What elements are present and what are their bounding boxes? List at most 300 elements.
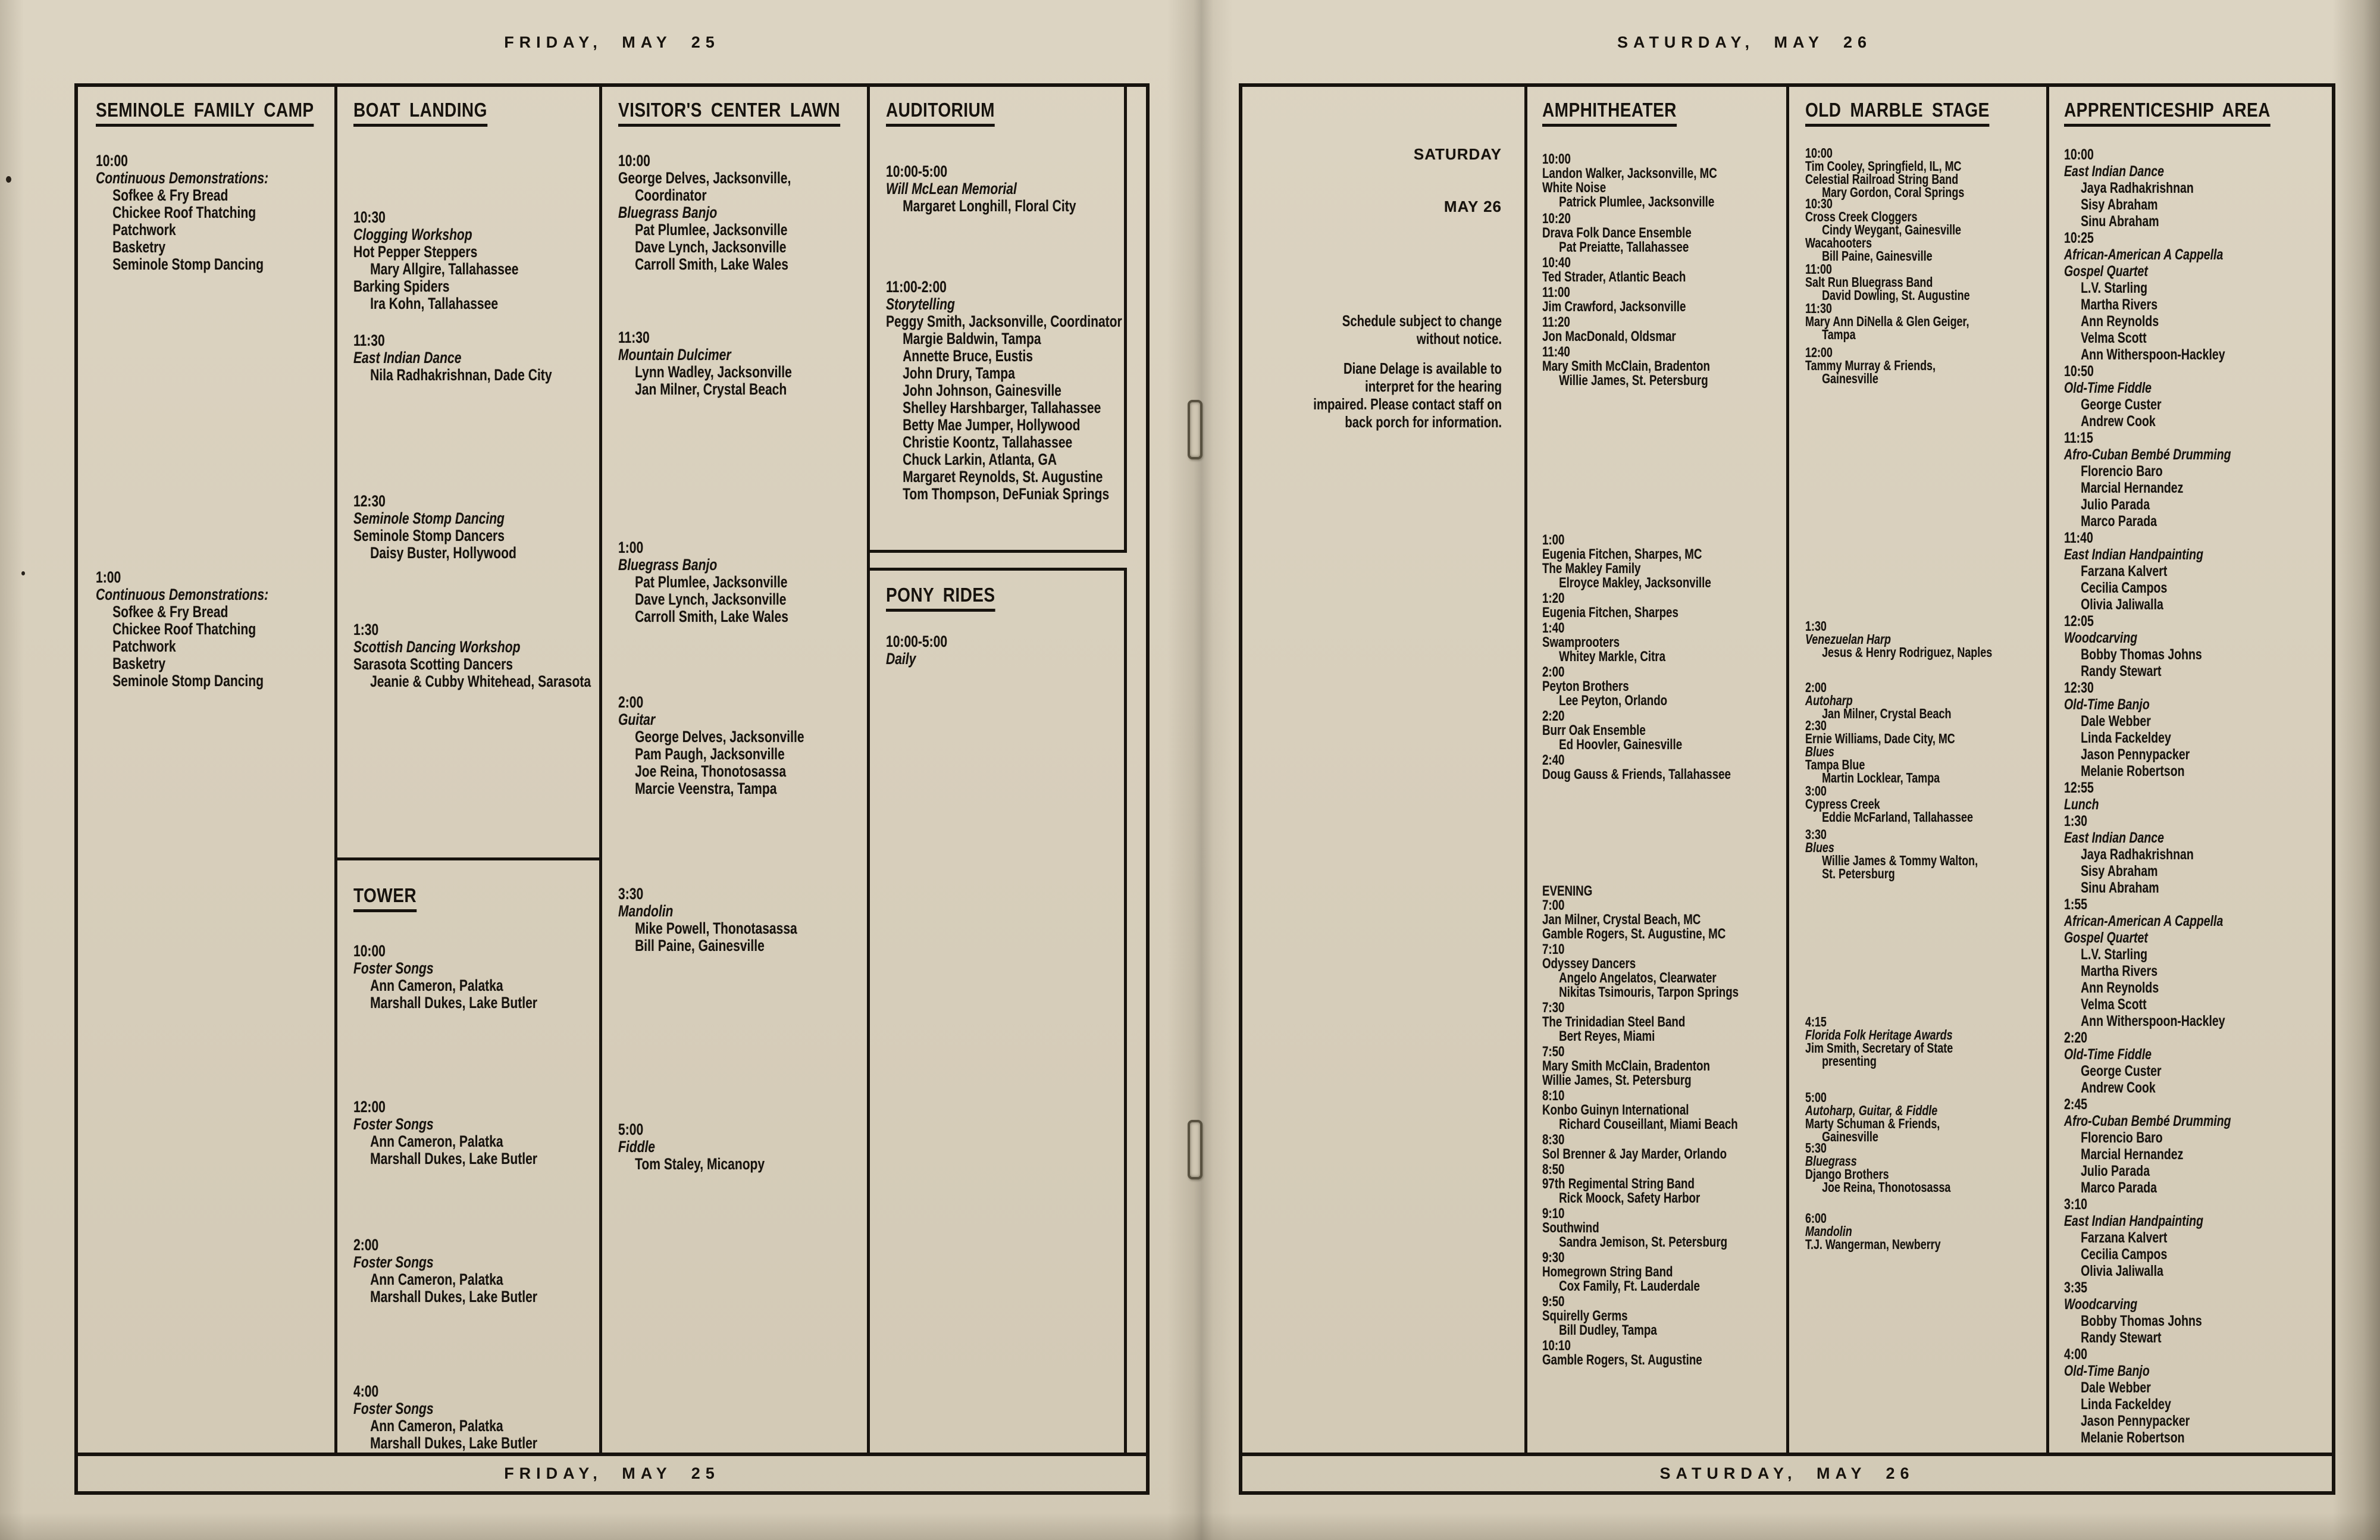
event-title: Florida Folk Heritage Awards [1805, 1027, 1953, 1043]
performer-line: Daisy Buster, Hollywood [370, 544, 516, 562]
performer-line: Lynn Wadley, Jacksonville [635, 363, 792, 381]
schedule-block [1542, 1133, 1787, 1162]
performer-line: Dave Lynch, Jacksonville [635, 238, 787, 256]
page-edge-shadow [2332, 0, 2380, 1540]
performer-line: Richard Couseillant, Miami Beach [1559, 1116, 1738, 1132]
performer-line: Ann Cameron, Palatka [370, 1270, 503, 1288]
event-title: Clogging Workshop [353, 226, 472, 243]
performer-line: Pam Paugh, Jacksonville [635, 745, 785, 763]
performer-line: Mary Ann DiNella & Glen Geiger, [1805, 314, 1969, 329]
time-label: 5:30 [1805, 1140, 1827, 1156]
event-title: Continuous Demonstrations: [96, 169, 269, 187]
column-amphitheater [1526, 87, 1787, 1453]
time-label: 2:00 [1805, 680, 1827, 695]
notice-line: without notice. [1416, 330, 1502, 348]
time-label: 10:25 [2064, 230, 2094, 246]
schedule-block [1542, 1207, 1787, 1250]
performer-line: Olivia Jaliwalla [2081, 1263, 2163, 1279]
event-title: Seminole Stomp Dancing [353, 509, 505, 527]
column-seminole-family-camp [78, 87, 336, 1453]
schedule-block [618, 152, 868, 273]
performer-line: Sandra Jemison, St. Petersburg [1559, 1234, 1728, 1250]
performer-line: Django Brothers [1805, 1166, 1889, 1182]
schedule-block [618, 1121, 868, 1173]
performer-line: presenting [1822, 1053, 1877, 1069]
notice-line: interpret for the hearing [1365, 377, 1502, 395]
performer-line: Sol Brenner & Jay Marder, Orlando [1542, 1146, 1727, 1162]
performer-line: Linda Fackeldey [2081, 730, 2171, 746]
performer-line: Jan Milner, Crystal Beach, MC [1542, 912, 1701, 928]
performer-line: T.J. Wangerman, Newberry [1805, 1237, 1941, 1252]
performer-line: Ed Hoovler, Gainesville [1559, 737, 1683, 753]
schedule-block [1805, 346, 2047, 385]
performer-line: Mary Smith McClain, Bradenton [1542, 358, 1710, 374]
performer-line: Patrick Plumlee, Jacksonville [1559, 194, 1715, 210]
performer-line: Patchwork [112, 221, 176, 239]
staple-bottom [1188, 1120, 1202, 1179]
time-label: 11:00 [1805, 261, 1832, 277]
performer-line: George Delves, Jacksonville, [618, 169, 791, 187]
notice-line: Schedule subject to change [1342, 312, 1502, 330]
schedule-block [1542, 345, 1787, 388]
time-label: 4:15 [1805, 1014, 1827, 1029]
performer-line: Willie James, St. Petersburg [1542, 1072, 1692, 1088]
schedule-block [96, 569, 336, 690]
performer-line: Florencio Baro [2081, 463, 2163, 480]
performer-line: Randy Stewart [2081, 663, 2162, 680]
performer-line: Gamble Rogers, St. Augustine, MC [1542, 926, 1726, 942]
time-label: 10:00 [2064, 146, 2094, 163]
performer-line: Seminole Stomp Dancing [112, 672, 264, 690]
performer-line: Tom Staley, Micanopy [635, 1155, 765, 1173]
time-label: 4:00 [353, 1382, 379, 1400]
performer-line: Celestial Railroad String Band [1805, 171, 1959, 187]
time-label: 3:10 [2064, 1196, 2088, 1213]
schedule-block [1542, 591, 1787, 620]
event-title: Afro-Cuban Bembé Drumming [2064, 446, 2231, 463]
performer-line: Peyton Brothers [1542, 678, 1629, 694]
schedule-block [1542, 665, 1787, 708]
performer-line: Martin Locklear, Tampa [1822, 770, 1940, 785]
time-label: 7:00 [1542, 897, 1565, 913]
time-label: 2:00 [618, 693, 644, 711]
performer-line: Ted Strader, Atlantic Beach [1542, 269, 1686, 285]
schedule-block [1542, 533, 1787, 590]
time-label: 12:30 [353, 492, 386, 510]
performer-line: Joe Reina, Thonotosassa [1822, 1179, 1951, 1195]
performer-line: Doug Gauss & Friends, Tallahassee [1542, 766, 1731, 782]
performer-line: Carroll Smith, Lake Wales [635, 255, 788, 273]
time-label: 10:30 [353, 208, 386, 226]
date-banner-line: MAY 26 [1443, 198, 1502, 215]
column-title: OLD MARBLE STAGE [1805, 99, 2022, 127]
time-label: 1:00 [1542, 532, 1565, 548]
schedule-block [96, 152, 336, 273]
schedule-block [886, 633, 1153, 668]
performer-line: George Custer [2081, 1063, 2162, 1079]
schedule-block [1542, 1001, 1787, 1044]
schedule-block [1805, 1141, 2047, 1194]
schedule-block [1542, 315, 1787, 344]
performer-line: Tom Thompson, DeFuniak Springs [903, 485, 1110, 503]
performer-line: Marco Parada [2081, 1179, 2157, 1196]
performer-line: Mary Smith McClain, Bradenton [1542, 1058, 1710, 1074]
performer-line: Ernie Williams, Dade City, MC [1805, 731, 1955, 746]
performer-line: Hot Pepper Steppers [353, 243, 478, 261]
event-title: Old-Time Fiddle [2064, 380, 2152, 396]
performer-line: Seminole Stomp Dancers [353, 527, 505, 544]
performer-line: Jesus & Henry Rodriguez, Naples [1822, 644, 1993, 660]
time-label: 10:00 [353, 942, 386, 960]
schedule-block [1805, 619, 2047, 659]
schedule-block [1805, 146, 2047, 199]
time-label: 9:50 [1542, 1294, 1565, 1310]
schedule-block [1542, 753, 1787, 782]
performer-line: Gamble Rogers, St. Augustine [1542, 1352, 1702, 1368]
schedule-block [1542, 943, 1787, 1000]
time-label: 10:00 [1805, 145, 1833, 161]
performer-line: Bert Reyes, Miami [1559, 1028, 1655, 1044]
schedule-block [1805, 719, 2047, 784]
time-label: 8:30 [1542, 1132, 1565, 1148]
event-title: Bluegrass Banjo [618, 204, 718, 221]
performer-line: Mary Gordon, Coral Springs [1822, 184, 1965, 200]
performer-line: Dale Webber [2081, 713, 2151, 730]
event-title: East Indian Dance [353, 349, 462, 367]
performer-line: Farzana Kalvert [2081, 563, 2168, 580]
performer-line: Sofkee & Fry Bread [112, 186, 228, 204]
saturday-footer-bar: SATURDAY, MAY 26 [1239, 1453, 2335, 1495]
performer-line: Sofkee & Fry Bread [112, 603, 228, 621]
performer-line: Ann Reynolds [2081, 313, 2159, 330]
schedule-block [1542, 621, 1787, 664]
column-title: AUDITORIUM [886, 99, 1014, 127]
performer-line: Jim Smith, Secretary of State [1805, 1040, 1953, 1056]
column-visitors-center-lawn [600, 87, 868, 1453]
performer-line: Burr Oak Ensemble [1542, 722, 1646, 738]
schedule-block [618, 694, 868, 797]
event-title: Woodcarving [2064, 630, 2138, 646]
event-title: African-American A Cappella [2064, 913, 2224, 929]
performer-line: Florencio Baro [2081, 1129, 2163, 1146]
schedule-block [1242, 145, 1502, 163]
schedule-block [1242, 359, 1502, 431]
performer-line: Tampa [1822, 327, 1856, 342]
performer-line: Bill Paine, Gainesville [635, 937, 765, 954]
performer-line: Olivia Jaliwalla [2081, 596, 2163, 613]
performer-line: David Dowling, St. Augustine [1822, 287, 1970, 303]
event-title: Will McLean Memorial [886, 180, 1017, 198]
performer-line: Marty Schuman & Friends, [1805, 1116, 1940, 1131]
performer-line: Salt Run Bluegrass Band [1805, 274, 1933, 290]
time-label: EVENING [1542, 883, 1593, 899]
performer-line: Marshall Dukes, Lake Butler [370, 1288, 537, 1306]
performer-line: Sisy Abraham [2081, 196, 2158, 213]
time-label: 1:20 [1542, 590, 1565, 606]
time-label: 11:20 [1542, 314, 1570, 330]
time-label: 8:10 [1542, 1088, 1565, 1104]
performer-line: John Drury, Tampa [903, 364, 1015, 382]
event-title: Bluegrass [1805, 1153, 1857, 1169]
performer-line: Christie Koontz, Tallahassee [903, 433, 1073, 451]
time-label: 3:00 [1805, 783, 1827, 799]
page-edge-shadow [0, 1513, 2380, 1540]
performer-line: Rick Moock, Safety Harbor [1559, 1190, 1701, 1206]
performer-line: Jaya Radhakrishnan [2081, 846, 2194, 863]
column-title: BOAT LANDING [353, 99, 511, 127]
performer-line: Sarasota Scotting Dancers [353, 655, 513, 673]
time-label: 12:55 [2064, 780, 2094, 796]
performer-line: Gainesville [1822, 371, 1878, 386]
performer-line: Peggy Smith, Jacksonville, Coordinator [886, 312, 1122, 330]
notice-line: back porch for information. [1345, 413, 1502, 431]
time-label: 9:10 [1542, 1206, 1565, 1222]
time-label: 2:40 [1542, 752, 1565, 768]
performer-line: Melanie Robertson [2081, 763, 2185, 780]
schedule-block [1542, 1089, 1787, 1132]
performer-line: Nikitas Tsimouris, Tarpon Springs [1559, 984, 1739, 1000]
event-title: Mandolin [1805, 1223, 1852, 1239]
performer-line: Jaya Radhakrishnan [2081, 180, 2194, 196]
event-title: African-American A Cappella [2064, 246, 2224, 263]
performer-line: Jason Pennypacker [2081, 1413, 2190, 1429]
schedule-block [353, 1383, 600, 1452]
page-edge-shadow [0, 0, 24, 1540]
performer-line: Cecilia Campos [2081, 1246, 2168, 1263]
column-title: SEMINOLE FAMILY CAMP [96, 99, 352, 127]
performer-line: Melanie Robertson [2081, 1429, 2185, 1446]
event-title: Mountain Dulcimer [618, 346, 731, 364]
performer-line: Homegrown String Band [1542, 1264, 1673, 1280]
event-title: Autoharp, Guitar, & Fiddle [1805, 1103, 1938, 1118]
performer-line: Ann Cameron, Palatka [370, 1132, 503, 1150]
time-label: 2:30 [1805, 718, 1827, 733]
performer-line: Ann Witherspoon-Hackley [2081, 1013, 2225, 1029]
column-apprenticeship-area [2047, 87, 2339, 1453]
performer-line: Bill Paine, Gainesville [1822, 248, 1933, 264]
performer-line: Cross Creek Cloggers [1805, 209, 1918, 224]
schedule-block [1542, 212, 1787, 255]
performer-line: Jason Pennypacker [2081, 746, 2190, 763]
performer-line: Jan Milner, Crystal Beach [635, 380, 787, 398]
page-header-friday: FRIDAY, MAY 25 [504, 33, 720, 51]
friday-footer-bar: FRIDAY, MAY 25 [74, 1453, 1150, 1495]
performer-line: Martha Rivers [2081, 963, 2158, 979]
performer-line: Mary Allgire, Tallahassee [370, 260, 519, 278]
performer-line: Willie James & Tommy Walton, [1822, 853, 1978, 868]
performer-line: Bobby Thomas Johns [2081, 646, 2202, 663]
time-label: 1:40 [1542, 620, 1565, 636]
schedule-block [1805, 197, 2047, 262]
event-title: Continuous Demonstrations: [96, 586, 269, 603]
time-label: 5:00 [618, 1120, 644, 1138]
time-label: 10:50 [2064, 363, 2094, 380]
schedule-block [353, 1237, 600, 1306]
performer-line: Martha Rivers [2081, 296, 2158, 313]
performer-line: Tampa Blue [1805, 757, 1865, 772]
time-label: 11:40 [1542, 344, 1570, 360]
performer-line: Ann Reynolds [2081, 979, 2159, 996]
performer-line: Velma Scott [2081, 996, 2147, 1013]
performer-line: Shelley Harshbarger, Tallahassee [903, 399, 1101, 417]
performer-line: Carroll Smith, Lake Wales [635, 608, 788, 625]
performer-line: Pat Plumlee, Jacksonville [635, 221, 788, 239]
performer-line: Eugenia Fitchen, Sharpes, MC [1542, 546, 1702, 562]
friday-schedule-table [74, 83, 1150, 1456]
performer-line: Squirelly Germs [1542, 1308, 1628, 1324]
column-title: AMPHITHEATER [1542, 99, 1701, 127]
performer-line: Pat Plumlee, Jacksonville [635, 573, 788, 591]
time-label: 11:30 [353, 331, 385, 349]
performer-line: Swamprooters [1542, 634, 1620, 650]
performer-line: Randy Stewart [2081, 1329, 2162, 1346]
time-label: 11:30 [1805, 301, 1832, 316]
performer-line: Konbo Guinyn International [1542, 1102, 1689, 1118]
performer-line: Willie James, St. Petersburg [1559, 373, 1708, 389]
time-label: 1:00 [618, 539, 644, 556]
performer-line: Sinu Abraham [2081, 213, 2159, 230]
schedule-block [1542, 709, 1787, 752]
schedule-block [353, 1098, 600, 1167]
performer-line: Jeanie & Cubby Whitehead, Sarasota [370, 672, 591, 690]
column-title: APPRENTICESHIP AREA [2064, 99, 2307, 127]
event-title: Bluegrass Banjo [618, 556, 718, 574]
column-old-marble-stage [1787, 87, 2047, 1453]
schedule-block [1805, 262, 2047, 302]
schedule-block [1805, 784, 2047, 824]
performer-line: Joe Reina, Thonotosassa [635, 762, 787, 780]
performer-line: Marshall Dukes, Lake Butler [370, 994, 537, 1012]
performer-line: Lee Peyton, Orlando [1559, 693, 1668, 709]
performer-line: Ira Kohn, Tallahassee [370, 295, 499, 312]
time-label: 2:00 [353, 1236, 379, 1254]
event-title: Foster Songs [353, 959, 434, 977]
center-fold-crease [1167, 0, 1233, 1540]
time-label: 1:30 [1805, 618, 1827, 634]
event-title: Scottish Dancing Workshop [353, 638, 521, 656]
time-label: 11:15 [2064, 430, 2093, 446]
time-label: 1:30 [2064, 813, 2088, 830]
notice-line: Diane Delage is available to [1343, 359, 1502, 377]
schedule-block [1805, 681, 2047, 720]
time-label: 10:40 [1542, 255, 1571, 271]
event-title: Venezuelan Harp [1805, 631, 1891, 647]
event-title: East Indian Handpainting [2064, 1213, 2204, 1229]
time-label: 10:00 [96, 152, 128, 170]
event-title: Old-Time Fiddle [2064, 1046, 2152, 1063]
performer-line: Eddie McFarland, Tallahassee [1822, 809, 1973, 825]
time-label: 10:00-5:00 [886, 162, 948, 180]
performer-line: George Delves, Jacksonville [635, 728, 804, 746]
page-header-saturday: SATURDAY, MAY 26 [1617, 33, 1872, 51]
performer-line: Marcie Veenstra, Tampa [635, 780, 777, 797]
performer-line: Cecilia Campos [2081, 580, 2168, 596]
column-saturday-intro [1242, 87, 1526, 1453]
schedule-block [1805, 302, 2047, 341]
time-label: 11:30 [618, 328, 650, 346]
time-label: 2:45 [2064, 1096, 2088, 1113]
time-label: 7:50 [1542, 1044, 1565, 1060]
time-label: 1:55 [2064, 896, 2088, 913]
performer-line: Basketry [112, 655, 166, 672]
event-title: East Indian Handpainting [2064, 546, 2204, 563]
performer-line: Mike Powell, Thonotasassa [635, 919, 797, 937]
schedule-block [1542, 899, 1787, 941]
notice-line: impaired. Please contact staff on [1313, 395, 1502, 413]
event-title: Fiddle [618, 1138, 656, 1156]
tower-box [336, 87, 600, 1453]
time-label: 3:30 [1805, 827, 1827, 842]
time-label: 12:00 [353, 1098, 386, 1116]
performer-line: Chickee Roof Thatching [112, 204, 256, 221]
event-title: Autoharp [1805, 693, 1853, 708]
schedule-block [1542, 884, 1787, 899]
schedule-block [618, 885, 868, 954]
performer-line: Bobby Thomas Johns [2081, 1313, 2202, 1329]
time-label: 11:00-2:00 [886, 278, 947, 296]
event-title: Mandolin [618, 902, 674, 920]
performer-line: Odyssey Dancers [1542, 956, 1636, 972]
schedule-block [1542, 1163, 1787, 1206]
time-label: 2:20 [1542, 708, 1565, 724]
staple-top [1188, 400, 1202, 459]
date-banner-line: SATURDAY [1413, 145, 1502, 163]
performer-line: Chuck Larkin, Atlanta, GA [903, 450, 1057, 468]
performer-line: Julio Parada [2081, 1163, 2150, 1179]
performer-line: Barking Spiders [353, 277, 450, 295]
schedule-block [1805, 1091, 2047, 1143]
performer-line: Angelo Angelatos, Clearwater [1559, 970, 1717, 986]
time-label: 6:00 [1805, 1210, 1827, 1226]
column-title: PONY RIDES [886, 584, 1014, 612]
event-title: East Indian Dance [2064, 163, 2164, 180]
time-label: 10:30 [1805, 196, 1833, 211]
performer-line: Velma Scott [2081, 330, 2147, 346]
time-label: 11:00 [1542, 284, 1570, 301]
event-title: Foster Songs [353, 1400, 434, 1417]
event-title: Gospel Quartet [2064, 929, 2148, 946]
performer-line: Annette Bruce, Eustis [903, 347, 1033, 365]
performer-line: Southwind [1542, 1220, 1599, 1236]
time-label: 12:30 [2064, 680, 2094, 696]
event-title: Blues [1805, 744, 1834, 759]
performer-line: Gainesville [1822, 1129, 1878, 1144]
performer-line: Farzana Kalvert [2081, 1229, 2168, 1246]
event-title: Old-Time Banjo [2064, 1363, 2150, 1379]
event-title: Guitar [618, 710, 656, 728]
performer-line: Seminole Stomp Dancing [112, 255, 264, 273]
performer-line: Cox Family, Ft. Lauderdale [1559, 1278, 1700, 1294]
performer-line: L.V. Starling [2081, 280, 2148, 296]
performer-line: Jan Milner, Crystal Beach [1822, 706, 1952, 721]
performer-line: Elroyce Makley, Jacksonville [1559, 575, 1711, 591]
performer-line: Andrew Cook [2081, 1079, 2156, 1096]
time-label: 7:30 [1542, 1000, 1565, 1016]
performer-line: Wacahooters [1805, 235, 1872, 251]
performer-line: St. Petersburg [1822, 866, 1895, 881]
schedule-block [1805, 1015, 2047, 1068]
performer-line: Betty Mae Jumper, Hollywood [903, 416, 1081, 434]
schedule-block [1542, 1251, 1787, 1294]
schedule-block [2064, 146, 2339, 1446]
time-label: 2:20 [2064, 1029, 2088, 1046]
time-label: 10:20 [1542, 211, 1571, 227]
event-title: Woodcarving [2064, 1296, 2138, 1313]
event-title: Afro-Cuban Bembé Drumming [2064, 1113, 2231, 1129]
performer-line: Dave Lynch, Jacksonville [635, 590, 787, 608]
performer-line: Coordinator [635, 186, 707, 204]
performer-line: Chickee Roof Thatching [112, 620, 256, 638]
